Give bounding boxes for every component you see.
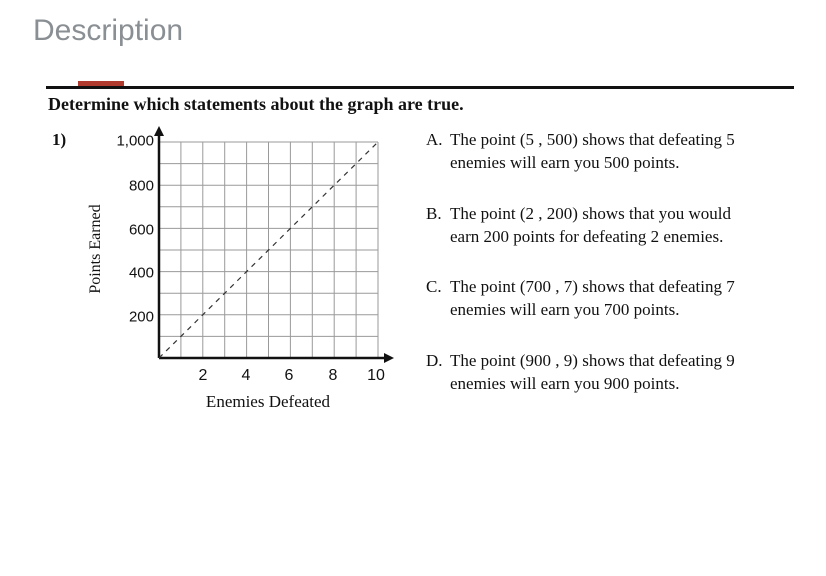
- x-tick-label: 4: [241, 367, 251, 384]
- x-axis-arrow: [384, 353, 394, 363]
- y-axis-arrow: [154, 126, 164, 136]
- option-text-line: enemies will earn you 900 points.: [450, 374, 680, 393]
- y-tick-label: 600: [128, 221, 154, 239]
- option-text-line: The point (2 , 200) shows that you would: [450, 204, 731, 223]
- option-text-line: enemies will earn you 500 points.: [450, 153, 680, 172]
- option-text-line: The point (5 , 500) shows that defeating 5: [450, 130, 735, 149]
- section-title: Description: [33, 14, 184, 47]
- option-letter: B.: [426, 204, 442, 223]
- x-tick-label: 2: [198, 367, 208, 384]
- x-axis-label: Enemies Defeated: [205, 392, 331, 411]
- option-letter: C.: [426, 277, 442, 296]
- option-text-line: The point (700 , 7) shows that defeating 7: [450, 277, 735, 296]
- y-tick-label: 800: [128, 177, 154, 195]
- x-tick-label: 6: [284, 367, 294, 384]
- option-text-line: earn 200 points for defeating 2 enemies.: [450, 227, 724, 246]
- option-a[interactable]: [426, 128, 806, 174]
- option-d[interactable]: [426, 349, 806, 395]
- question-number: 1): [52, 130, 67, 149]
- option-letter: D.: [426, 351, 443, 370]
- y-tick-label: 1,000: [116, 132, 154, 150]
- option-letter: A.: [426, 130, 443, 149]
- option-c[interactable]: [426, 275, 806, 321]
- y-tick-label: 400: [128, 264, 154, 282]
- x-tick-label: 10: [367, 367, 385, 384]
- option-b[interactable]: [426, 202, 806, 248]
- option-text-line: The point (900 , 9) shows that defeating 9: [450, 351, 735, 370]
- y-axis-label: Points Earned: [87, 204, 104, 294]
- y-tick-label: 200: [128, 308, 154, 326]
- question-instruction: Determine which statements about the graph are true.: [48, 94, 464, 114]
- option-text-line: enemies will earn you 700 points.: [450, 300, 680, 319]
- x-tick-label: 8: [328, 367, 338, 384]
